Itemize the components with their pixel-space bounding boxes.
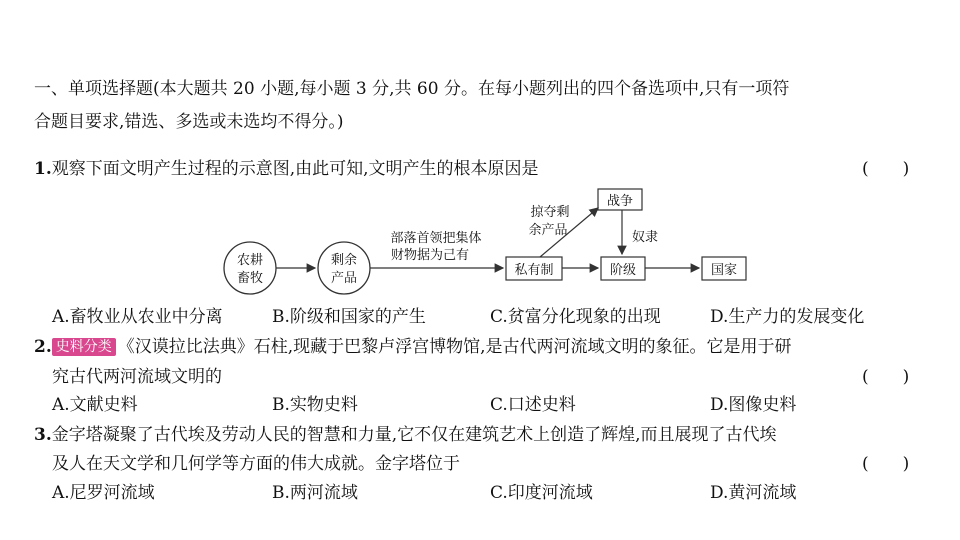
node-surplus-text-2: 产品 <box>330 271 358 286</box>
section-instructions-line1: 一、单项选择题(本大题共 20 小题,每小题 3 分,共 60 分。在每小题列出的四个备选项中,只有一项符 <box>34 79 790 99</box>
section-instructions-line2: 合题目要求,错选、多选或未选均不得分。) <box>34 112 344 132</box>
question-1-option-b[interactable]: B.阶级和国家的产生 <box>272 307 426 327</box>
label-seize-2: 财物据为己有 <box>390 248 470 263</box>
question-3-option-d[interactable]: D.黄河流域 <box>710 483 797 503</box>
question-2-category-tag: 史料分类 <box>52 338 116 356</box>
question-1-text: 观察下面文明产生过程的示意图,由此可知,文明产生的根本原因是 <box>51 159 539 179</box>
node-state-text: 国家 <box>710 263 738 278</box>
question-2-option-b[interactable]: B.实物史料 <box>272 395 358 415</box>
question-1-option-d[interactable]: D.生产力的发展变化 <box>710 307 865 327</box>
node-surplus-circle <box>318 242 370 294</box>
label-seize-1: 部落首领把集体 <box>390 231 482 246</box>
question-1-answer-paren: ( ) <box>862 159 910 179</box>
question-2-answer-paren: ( ) <box>862 367 910 387</box>
question-3-text-1: 金字塔凝聚了古代埃及劳动人民的智慧和力量,它不仅在建筑艺术上创造了辉煌,而且展现了古代埃 <box>51 425 777 445</box>
question-1-number: 1. <box>34 159 52 179</box>
label-slave: 奴隶 <box>632 230 659 245</box>
question-1-option-a[interactable]: A.畜牧业从农业中分离 <box>52 307 223 327</box>
question-3-option-a[interactable]: A.尼罗河流域 <box>52 483 155 503</box>
label-plunder-2: 余产品 <box>528 223 568 238</box>
question-2-option-d[interactable]: D.图像史料 <box>710 395 797 415</box>
question-3-stem-line1 <box>34 424 777 446</box>
question-3-answer-paren: ( ) <box>862 454 910 474</box>
node-farming-circle <box>224 242 276 294</box>
label-plunder-1: 掠夺剩 <box>530 205 570 220</box>
question-2-stem-line1 <box>34 336 792 358</box>
node-farming-text-2: 畜牧 <box>236 271 264 286</box>
question-2-text-1: 《汉谟拉比法典》石柱,现藏于巴黎卢浮宫博物馆,是古代两河流域文明的象征。它是用于研 <box>117 337 792 357</box>
question-2-option-c[interactable]: C.口述史料 <box>490 395 576 415</box>
node-war-text: 战争 <box>606 194 634 209</box>
node-surplus-text-1: 剩余 <box>330 253 358 268</box>
question-3-number: 3. <box>34 425 52 445</box>
question-3-option-c[interactable]: C.印度河流域 <box>490 483 593 503</box>
question-2-stem-line2: 究古代两河流域文明的 <box>52 367 222 387</box>
question-2-option-a[interactable]: A.文献史料 <box>52 395 138 415</box>
node-class-text: 阶级 <box>609 263 637 278</box>
question-3-option-b[interactable]: B.两河流域 <box>272 483 358 503</box>
node-private-text: 私有制 <box>514 263 554 278</box>
node-farming-text-1: 农耕 <box>236 253 264 268</box>
question-3-stem-line2: 及人在天文学和几何学等方面的伟大成就。金字塔位于 <box>52 454 460 474</box>
question-2-number: 2. <box>34 337 52 357</box>
question-1-option-c[interactable]: C.贫富分化现象的出现 <box>490 307 661 327</box>
